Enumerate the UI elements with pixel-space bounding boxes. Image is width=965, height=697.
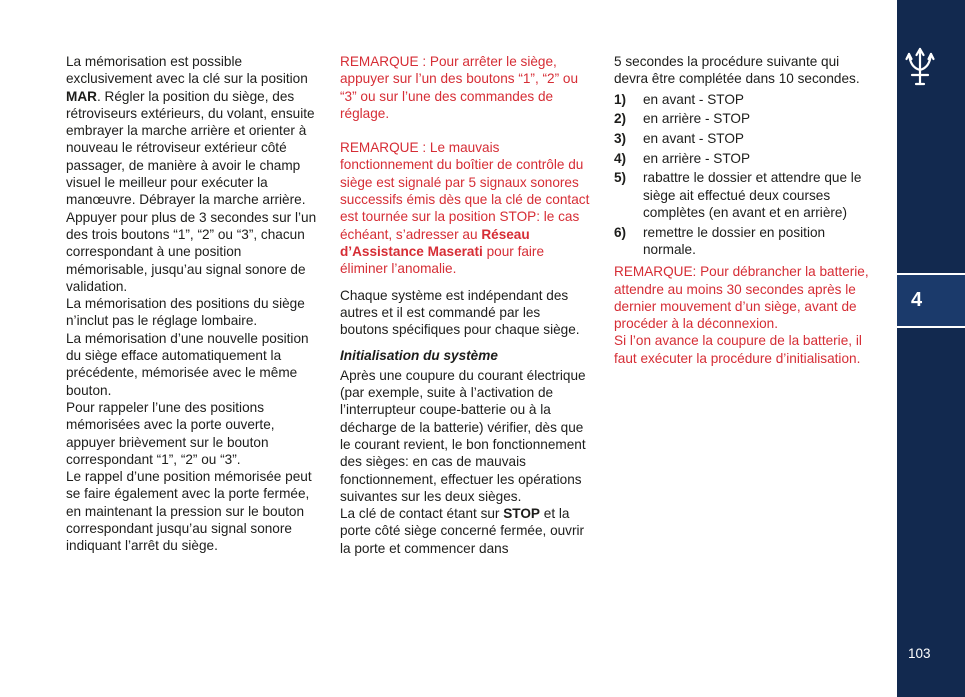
paragraph-coupure-courant: Après une coupure du courant électrique (par exemple, suite à l’activation de l’interrupteur coupe-batterie ou à la décharge de la batterie) vérifier, dès que le courant revient, le bon fonctionnement des sièges: en cas de mauvais fonctionnement, effectuer les opérations suivantes sur les deux sièges. [340,367,586,504]
list-item: 5) rabattre le dossier et attendre que le siège ait effectué deux courses complètes (en avant et en arrière) [614,170,862,220]
procedure-steps-list [614,91,874,259]
paragraph-systeme-independant: Chaque système est indépendant des autres et il est commandé par les boutons spécifiques pour chaque siège. [340,287,580,338]
list-item: 3) en avant - STOP [614,130,744,146]
chapter-tab[interactable] [897,273,965,328]
note-procedure-initialisation: Si l’on avance la coupure de la batterie, il faut exécuter la procédure d’initialisation. [614,333,862,366]
text-column-3 [614,53,874,367]
chapter-sidebar [897,0,965,697]
list-item: 6) remettre le dossier en position normale. [614,224,826,257]
paragraph-rappel-porte-fermee: Le rappel d’une position mémorisée peut se faire également avec la porte fermée, en maintenant la pression sur le bouton correspondant jusqu’au signal sonore indiquant l’arrêt du siège. [66,469,312,554]
paragraph-rappel-porte-ouverte: Pour rappeler l’une des positions mémorisées avec la porte ouverte, appuyer brièvement sur le bouton correspondant “1”, “2” ou “3”. [66,399,275,467]
paragraph-lombaire: La mémorisation des positions du siège n’inclut pas le réglage lombaire. [66,296,305,329]
note-arret-siege: REMARQUE : Pour arrêter le siège, appuyer sur l’un des boutons “1”, “2” ou “3” ou sur l’une des commandes de réglage. [340,54,579,121]
note-mauvais-fonctionnement: REMARQUE : Le mauvais fonctionnement du boîtier de contrôle du siège est signalé par 5 signaux sonores successifs émis dès que la clé de contact est tournée sur la position STOP: le cas échéant, s’adresser au Réseau d’Assistance Maserati pour faire éliminer l’anomalie. [340,140,590,277]
paragraph-procedure-intro: 5 secondes la procédure suivante qui devra être complétée dans 10 secondes. [614,54,860,87]
paragraph-cle-contact: La clé de contact étant sur STOP et la porte côté siège concerné fermée, ouvrir la porte et commencer dans [340,506,585,556]
paragraph-nouvelle-position: La mémorisation d’une nouvelle position du siège efface automatiquement la précédente, mémorisée avec le même bouton. [66,330,309,398]
note-debrancher-batterie: REMARQUE: Pour débrancher la batterie, attendre au moins 30 secondes après le dernier mouvement d’un siège, avant de procéder à la déconnexion. [614,264,869,332]
stop-position-label: STOP [503,506,540,522]
chapter-number: 4 [911,289,923,311]
reseau-assistance-label: Réseau d’Assistance Maserati [340,226,530,259]
paragraph-memorisation: La mémorisation est possible exclusivement avec la clé sur la position MAR. Régler la position du siège, des rétroviseurs extérieurs, du volant, ensuite embrayer la marche arrière et orienter à nouveau le rétroviseur extérieur côté passager, de manière à avoir le champ visuel le meilleur pour exécuter la manœuvre. Débrayer la marche arrière. Appuyer pour plus de 3 secondes sur l’un des trois boutons “1”, “2” ou “3”, chacun correspondant à une position mémorisable, jusqu’au signal sonore de validation. [66,54,317,294]
mar-position-label: MAR [66,88,97,104]
maserati-trident-icon [901,44,939,88]
text-column-2 [340,53,590,557]
list-item: 1) en avant - STOP [614,91,744,107]
section-heading-initialisation: Initialisation du système [340,348,498,364]
list-item: 4) en arrière - STOP [614,150,751,166]
list-item: 2) en arrière - STOP [614,111,751,127]
text-column-1 [66,53,322,555]
page-number: 103 [908,646,931,661]
